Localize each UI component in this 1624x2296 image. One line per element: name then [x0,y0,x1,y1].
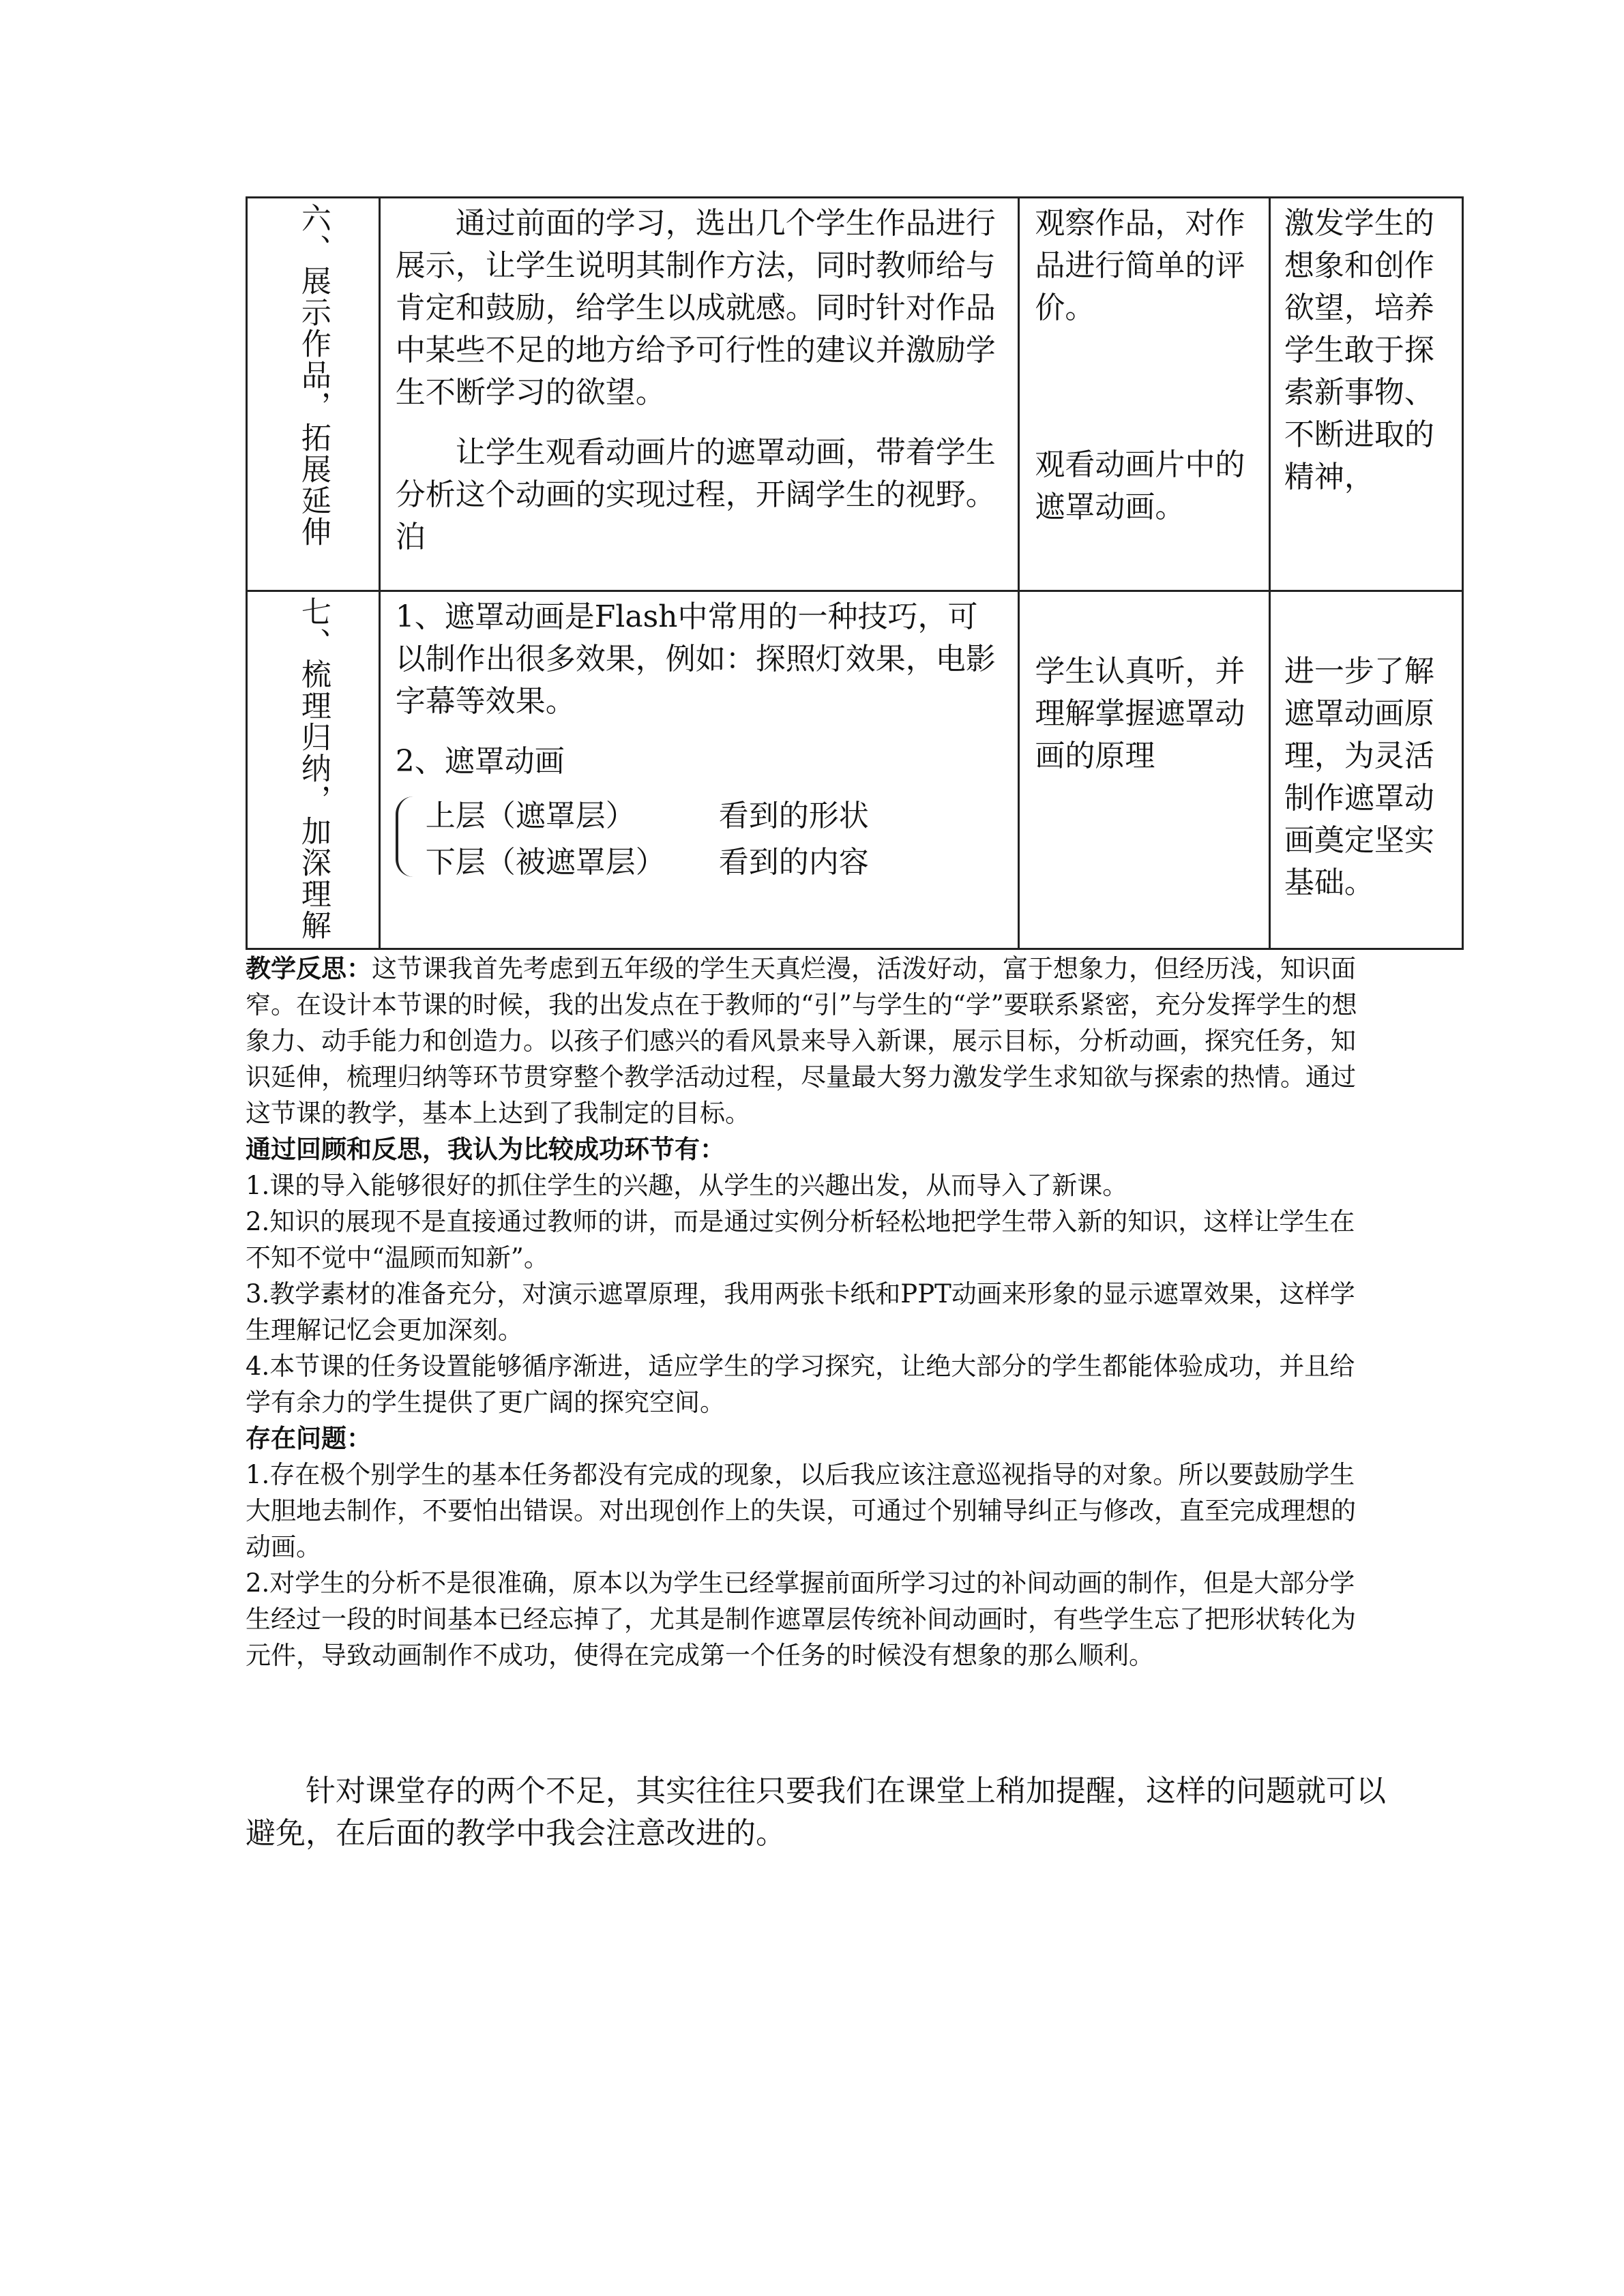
stage-cell [247,591,380,949]
student-activity-cell [1019,591,1269,949]
success-item: 2.知识的展现不是直接通过教师的讲，而是通过实例分析轻松地把学生带入新的知识，这样让学生在不知不觉中“温顾而知新”。 [246,1207,1355,1272]
teaching-reflection [246,951,1378,1673]
student-paragraph: 学生认真听，并理解掌握遮罩动画的原理 [1035,654,1245,773]
intent-paragraph: 进一步了解遮罩动画原理，为灵活制作遮罩动画奠定坚实基础。 [1284,654,1434,900]
intent-paragraph: 激发学生的想象和创作欲望，培养学生敢于探索新事物、不断进取的精神， [1284,206,1434,494]
list-item [426,795,1006,841]
layer-description: 看到的内容 [718,845,869,880]
stage-label: 七、梳理归纳，加深理解 [295,596,331,941]
teacher-paragraph: 2、遮罩动画 [395,744,565,779]
success-item: 3.教学素材的准备充分，对演示遮罩原理，我用两张卡纸和PPT动画来形象的显示遮罩效果，这样学生理解记忆会更加深刻。 [246,1279,1355,1345]
list-item [426,841,1006,888]
teacher-paragraph: 1、遮罩动画是Flash中常用的一种技巧，可以制作出很多效果，例如：探照灯效果，电影字幕等效果。 [395,599,996,719]
table-row [247,591,1463,949]
reflection-label: 教学反思： [246,953,372,983]
design-intent-cell [1269,198,1462,591]
teacher-activity-cell [379,198,1019,591]
layer-brace-list [396,795,1006,888]
layer-description: 看到的形状 [718,799,869,833]
success-heading: 通过回顾和反思，我认为比较成功环节有： [246,1134,725,1164]
lesson-table [246,196,1464,950]
teacher-paragraph: 通过前面的学习，选出几个学生作品进行展示，让学生说明其制作方法，同时教师给与肯定和鼓励，给学生以成就感。同时针对作品中某些不足的地方给予可行性的建议并激励学生不断学习的欲望。 [395,206,996,410]
reflection-paragraph [246,951,1378,1131]
stage-cell [247,198,380,591]
student-paragraph: 观察作品，对作品进行简单的评价。 [1035,206,1245,325]
layer-name: 上层（遮罩层） [425,799,636,833]
success-item: 1.课的导入能够很好的抓住学生的兴趣，从学生的兴趣出发，从而导入了新课。 [246,1171,1128,1200]
reflection-body: 这节课我首先考虑到五年级的学生天真烂漫，活泼好动，富于想象力，但经历浅，知识面窄。在设计本节课的时候，我的出发点在于教师的“引”与学生的“学”要联系紧密，充分发挥学生的想象力、动手能力和创造力。以孩子们感兴的看风景来导入新课，展示目标，分析动画，探究任务，知识延伸，梳理归纳等环节贯穿整个教学活动过程，尽量最大努力激发学生求知欲与探索的热情。通过这节课的教学，基本上达到了我制定的目标。 [246,954,1357,1128]
table-row [247,198,1463,591]
problem-item: 2.对学生的分析不是很准确，原本以为学生已经掌握前面所学习过的补间动画的制作，但是大部分学生经过一段的时间基本已经忘掉了，尤其是制作遮罩层传统补间动画时，有些学生忘了把形状转化为元件，导致动画制作不成功，使得在完成第一个任务的时候没有想象的那么顺利。 [246,1568,1356,1670]
closing-paragraph [246,1770,1405,1855]
layer-name: 下层（被遮罩层） [425,845,666,880]
student-paragraph: 观看动画片中的遮罩动画。 [1035,447,1245,524]
curly-brace-icon [396,796,416,877]
success-item: 4.本节课的任务设置能够循序渐进，适应学生的学习探究，让绝大部分的学生都能体验成功，并且给学有余力的学生提供了更广阔的探究空间。 [246,1352,1355,1417]
student-activity-cell [1019,198,1269,591]
stage-label: 六、展示作品，拓展延伸 [295,203,331,548]
teacher-paragraph: 让学生观看动画片的遮罩动画，带着学生分析这个动画的实现过程，开阔学生的视野。泊 [395,435,996,554]
problem-item: 1.存在极个别学生的基本任务都没有完成的现象，以后我应该注意巡视指导的对象。所以要鼓励学生大胆地去制作，不要怕出错误。对出现创作上的失误，可通过个别辅导纠正与修改，直至完成理想的动画。 [246,1460,1356,1562]
problem-heading: 存在问题： [246,1423,372,1453]
teacher-activity-cell [379,591,1019,949]
design-intent-cell [1269,591,1462,949]
closing-text: 针对课堂存的两个不足，其实往往只要我们在课堂上稍加提醒，这样的问题就可以避免，在后面的教学中我会注意改进的。 [246,1774,1386,1851]
